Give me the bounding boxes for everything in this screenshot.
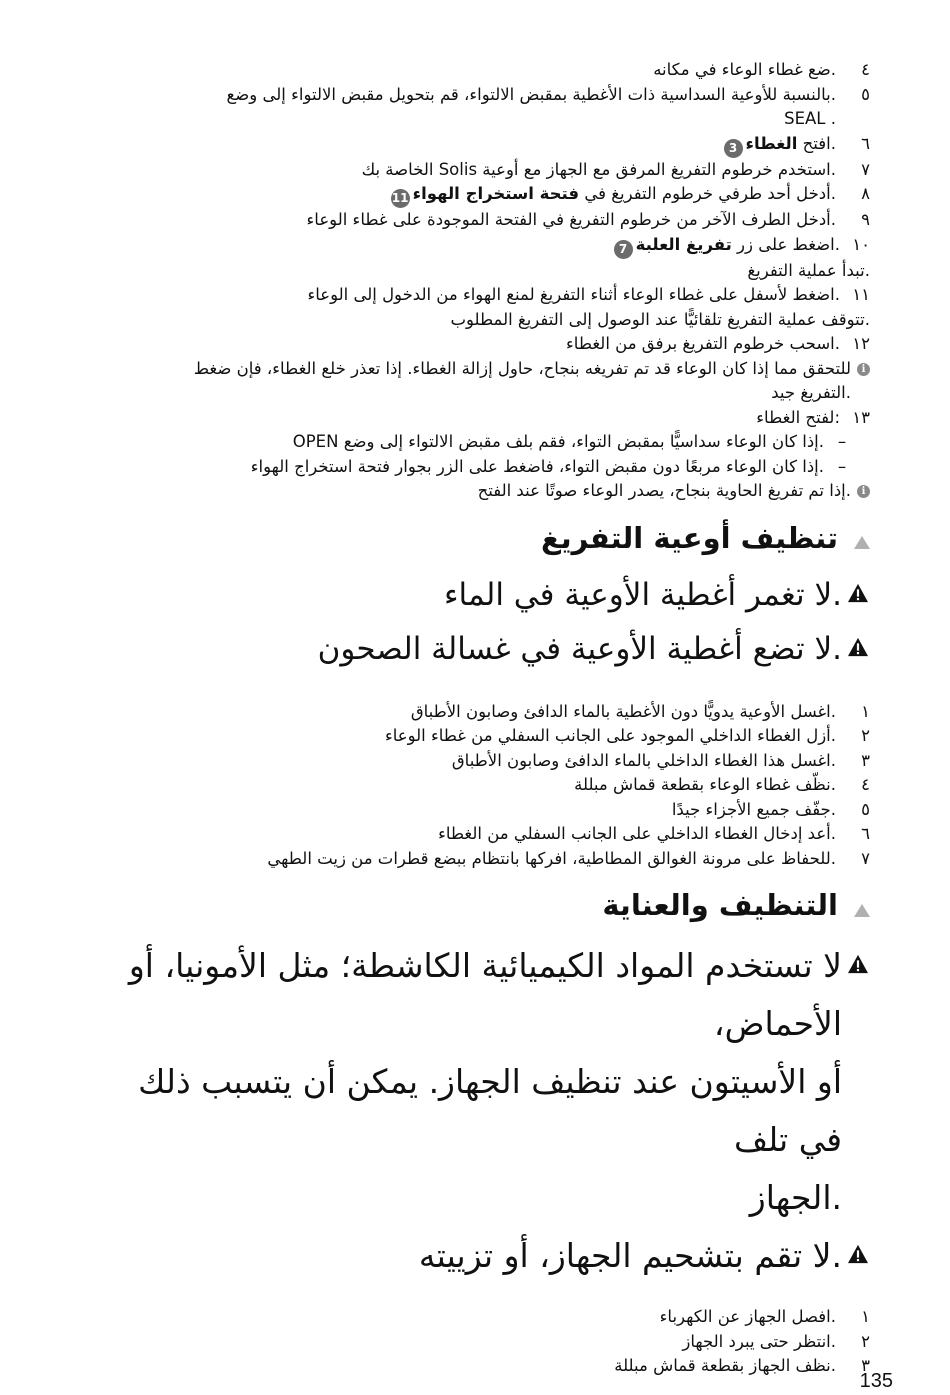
warning [100, 937, 870, 1227]
step-number: ١١ [852, 285, 870, 304]
step-text: .للحفاظ على مرونة الغوالق المطاطية، افركها بانتظام ببضع قطرات من زيت الطهي [267, 848, 836, 868]
step-number: ٤ [861, 60, 870, 79]
dash-bullet: – [837, 432, 847, 451]
step-11 [100, 283, 870, 308]
step-text: .أعد إدخال الغطاء الداخلي على الجانب السفلي من الغطاء [438, 824, 836, 843]
step-text: .افصل الجهاز عن الكهرباء [659, 1307, 836, 1326]
warning [100, 1227, 870, 1285]
step-number: ١٢ [852, 334, 870, 353]
step-number: ٦ [861, 133, 870, 153]
step-text-pre: .أدخل أحد طرفي خرطوم التفريغ في [579, 184, 836, 203]
page-content [100, 58, 870, 1379]
info-note [100, 357, 870, 382]
care-step-1 [100, 1305, 870, 1330]
step-8 [100, 182, 870, 208]
info-text: .إذا تم تفريغ الحاوية بنجاح، يصدر الوعاء صوتًا عند الفتح [477, 481, 851, 500]
step-number: ١٣ [852, 407, 870, 427]
step-text: .أدخل الطرف الآخر من خرطوم التفريغ في الفتحة الموجودة على غطاء الوعاء [306, 210, 836, 229]
step-number: ١٠ [852, 234, 870, 254]
step-number: ٢ [861, 1331, 870, 1351]
step-6 [100, 132, 870, 158]
step-number: ١ [861, 701, 870, 721]
dash-text: .إذا كان الوعاء سداسيًّا بمقبض التواء، فقم بلف مقبض الالتواء إلى وضع OPEN [292, 432, 824, 451]
number-badge-icon: 3 [724, 139, 743, 158]
clean-step-2 [100, 724, 870, 749]
step-13 [100, 406, 870, 431]
step-5-continuation: . SEAL [784, 109, 836, 128]
step-number: ٢ [861, 726, 870, 745]
info-continuation: .التفريغ جيد [771, 383, 851, 402]
step-text: .نظف الجهاز بقطعة قماش مبللة [614, 1356, 836, 1375]
step-12 [100, 332, 870, 357]
step-text-pre: .افتح [797, 133, 836, 153]
step-number: ٦ [861, 824, 870, 843]
step-9 [100, 208, 870, 233]
warning-line: .الجهاز [749, 1178, 842, 1217]
step-number: ١ [861, 1307, 870, 1326]
step-number: ٨ [861, 184, 870, 203]
step-text: .ضع غطاء الوعاء في مكانه [653, 60, 836, 79]
section-heading [100, 885, 870, 925]
step-text: .اسحب خرطوم التفريغ برفق من الغطاء [566, 334, 840, 353]
number-badge-icon: 7 [614, 240, 633, 259]
warning-icon [846, 954, 870, 974]
page-number: 135 [859, 1370, 893, 1392]
step-number: ٤ [861, 775, 870, 794]
step-10 [100, 233, 870, 259]
care-step-3 [100, 1354, 870, 1379]
step-text [100, 182, 836, 208]
result-line: .تتوقف عملية التفريغ تلقائيًّا عند الوصول إلى التفريغ المطلوب [450, 309, 870, 329]
section-title: تنظيف أوعية التفريغ [540, 520, 838, 555]
info-text: للتحقق مما إذا كان الوعاء قد تم تفريغه بنجاح، حاول إزالة الغطاء. إذا تعذر خلع الغطاء، فإن ضغط [193, 358, 851, 378]
step-text: .انتظر حتى يبرد الجهاز [682, 1331, 836, 1351]
warning-text: .لا تقم بتشحيم الجهاز، أو تزييته [418, 1236, 842, 1275]
triangle-icon [854, 536, 870, 549]
step-text [100, 132, 836, 158]
step-number: ٧ [861, 848, 870, 868]
dash-item [100, 430, 870, 455]
warning-text [100, 937, 842, 1227]
step-text: .اغسل الأوعية يدويًّا دون الأغطية بالماء الدافئ وصابون الأطباق [410, 701, 836, 721]
step-text: :لفتح الغطاء [756, 407, 840, 427]
step-text: .أزل الغطاء الداخلي الموجود على الجانب السفلي من غطاء الوعاء [384, 726, 836, 745]
step-number: ٥ [861, 84, 870, 104]
warning-icon [846, 637, 870, 657]
step-bold-term: فتحة استخراج الهواء [412, 184, 580, 203]
triangle-icon [854, 904, 870, 917]
warning-icon [846, 1244, 870, 1264]
clean-step-1 [100, 700, 870, 725]
step-bold-term: الغطاء [745, 133, 798, 153]
dash-bullet: – [837, 456, 847, 476]
step-text-pre: .اضغط على زر [731, 234, 840, 254]
result-line: .تبدأ عملية التفريغ [747, 260, 870, 280]
warning [100, 624, 870, 674]
clean-step-7 [100, 847, 870, 872]
section-heading [100, 518, 870, 558]
number-badge-icon: 11 [391, 189, 410, 208]
info-icon: i [857, 363, 870, 376]
clean-step-4 [100, 773, 870, 798]
step-text: .بالنسبة للأوعية السداسية ذات الأغطية بمقبض الالتواء، قم بتحويل مقبض الالتواء إلى وضع [226, 84, 836, 104]
step-number: ٧ [861, 159, 870, 179]
step-bold-term: تفريغ العلبة [635, 234, 732, 254]
care-step-2 [100, 1330, 870, 1355]
warning-text: .لا تغمر أغطية الأوعية في الماء [443, 576, 842, 613]
step-5 [100, 83, 870, 108]
step-number: ٥ [861, 799, 870, 819]
step-text [100, 233, 840, 259]
step-number: ٣ [861, 1356, 870, 1375]
warning-icon [846, 583, 870, 603]
warning-line: لا تستخدم المواد الكيميائية الكاشطة؛ مثل الأمونيا، أو الأحماض، [128, 946, 842, 1043]
step-number: ٩ [861, 210, 870, 229]
warning-text: .لا تضع أغطية الأوعية في غسالة الصحون [317, 630, 842, 667]
step-number: ٣ [861, 750, 870, 770]
dash-item [100, 455, 870, 480]
step-text: .اغسل هذا الغطاء الداخلي بالماء الدافئ وصابون الأطباق [451, 750, 836, 770]
info-icon: i [857, 485, 870, 498]
step-7 [100, 158, 870, 183]
clean-step-5 [100, 798, 870, 823]
step-4 [100, 58, 870, 83]
clean-step-3 [100, 749, 870, 774]
warning-line: أو الأسيتون عند تنظيف الجهاز. يمكن أن يتسبب ذلك في تلف [138, 1062, 842, 1159]
warning [100, 570, 870, 620]
step-text: .اضغط لأسفل على غطاء الوعاء أثناء التفريغ لمنع الهواء من الدخول إلى الوعاء [307, 285, 840, 304]
clean-step-6 [100, 822, 870, 847]
step-text: .استخدم خرطوم التفريغ المرفق مع الجهاز مع أوعية Solis الخاصة بك [361, 159, 836, 179]
step-text: .نظّف غطاء الوعاء بقطعة قماش مبللة [574, 775, 836, 794]
section-title: التنظيف والعناية [602, 888, 838, 922]
dash-text: .إذا كان الوعاء مربعًا دون مقبض التواء، فاضغط على الزر بجوار فتحة استخراج الهواء [250, 456, 824, 476]
step-text: .جفّف جميع الأجزاء جيدًا [671, 799, 836, 819]
info-note [100, 479, 870, 504]
